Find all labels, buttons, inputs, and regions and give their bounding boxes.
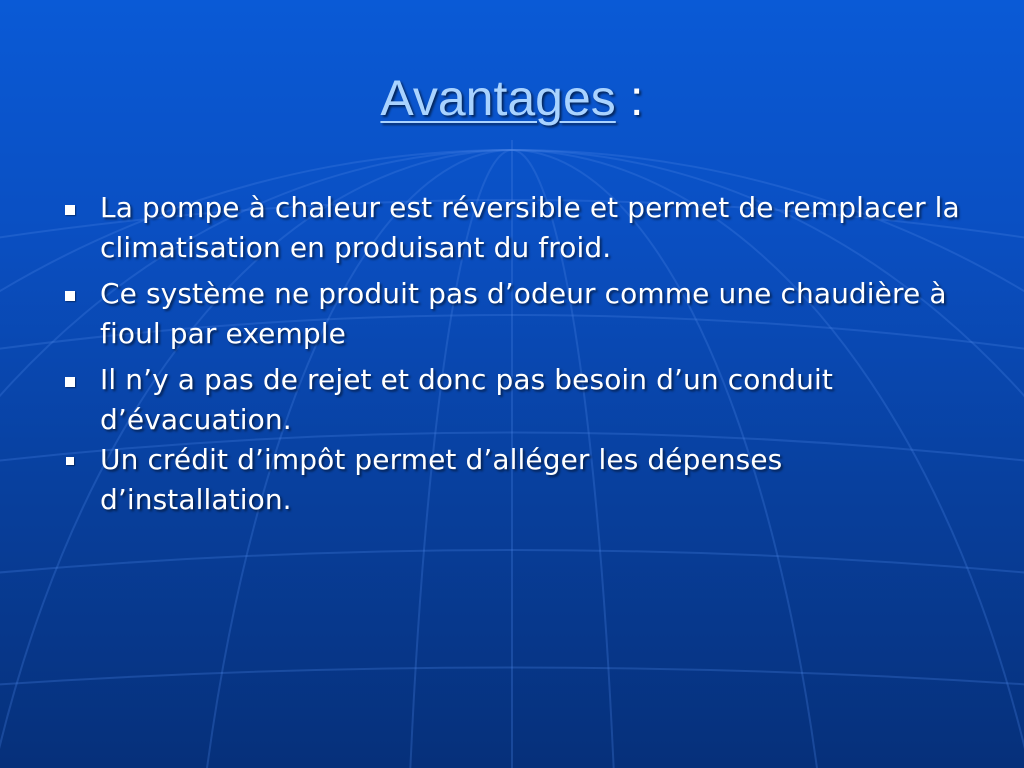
bullet-item xyxy=(60,274,960,354)
square-bullet-icon xyxy=(65,291,75,301)
title-suffix: : xyxy=(615,70,644,126)
bullet-text: Il n’y a pas de rejet et donc pas besoin d’un conduit d’évacuation. xyxy=(100,363,833,436)
bullet-text: La pompe à chaleur est réversible et permet de remplacer la climatisation en produisant du froid. xyxy=(100,191,960,264)
bullet-text: Un crédit d’impôt permet d’alléger les dépenses d’installation. xyxy=(100,443,783,516)
square-bullet-icon xyxy=(65,377,75,387)
bullet-text: Ce système ne produit pas d’odeur comme une chaudière à fioul par exemple xyxy=(100,277,947,350)
square-bullet-icon xyxy=(66,457,74,465)
slide-title xyxy=(0,66,1024,130)
bullet-item xyxy=(60,440,960,520)
bullet-list xyxy=(60,188,960,526)
bullet-item xyxy=(60,360,960,440)
title-link[interactable]: Avantages xyxy=(380,70,616,126)
bullet-item xyxy=(60,188,960,268)
square-bullet-icon xyxy=(65,205,75,215)
